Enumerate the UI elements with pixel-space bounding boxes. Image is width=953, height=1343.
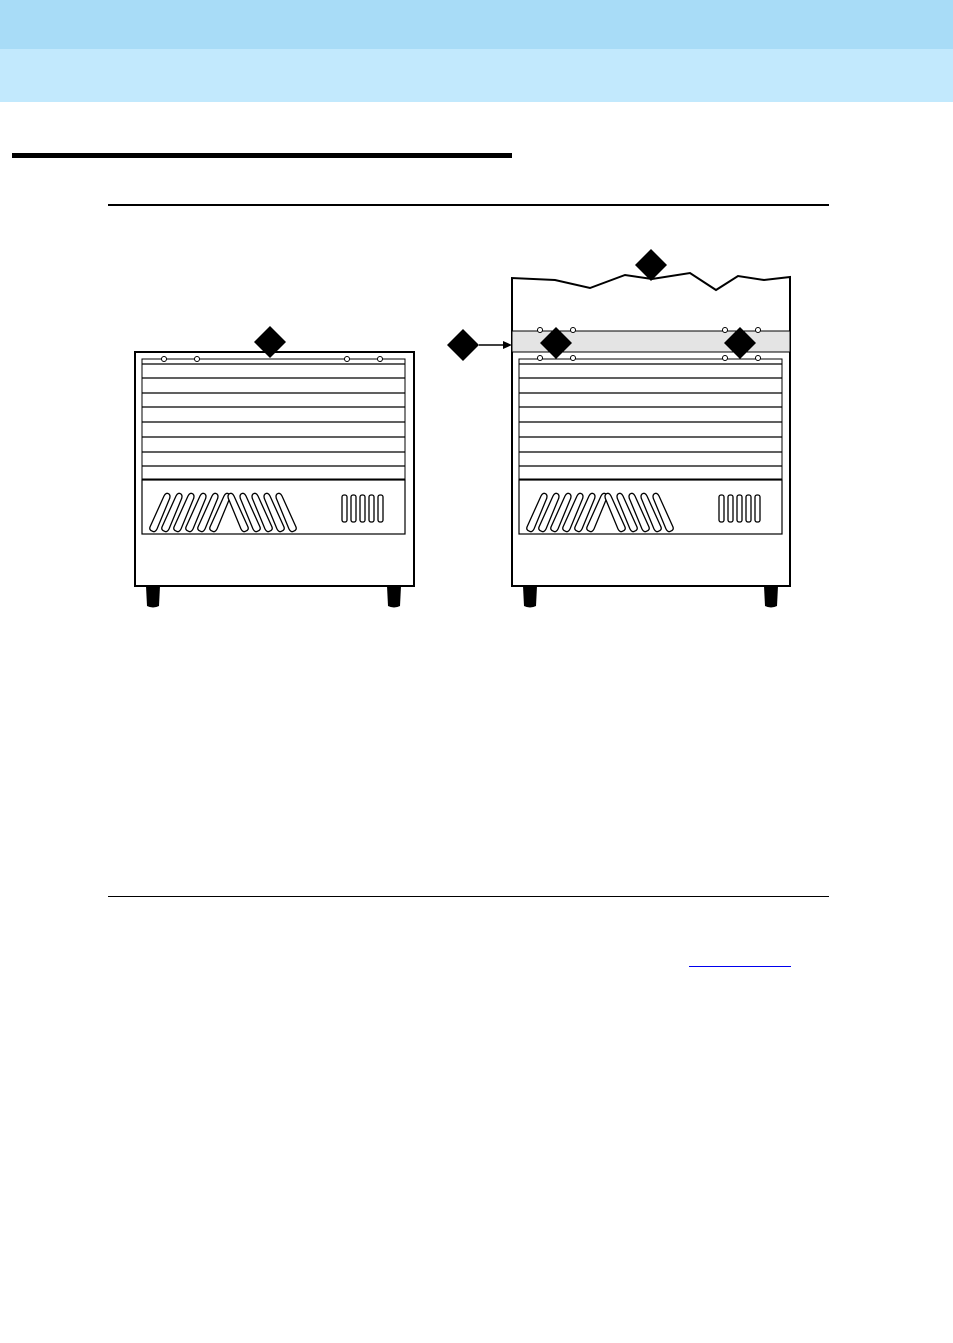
left-feet [146,586,401,608]
callout-arrow [479,341,512,349]
hyperlink-underline[interactable] [689,966,791,967]
left-cabinet [135,326,414,608]
right-feet [523,586,778,608]
right-cabinet [447,249,790,608]
figure-bottom-rule [108,896,829,897]
